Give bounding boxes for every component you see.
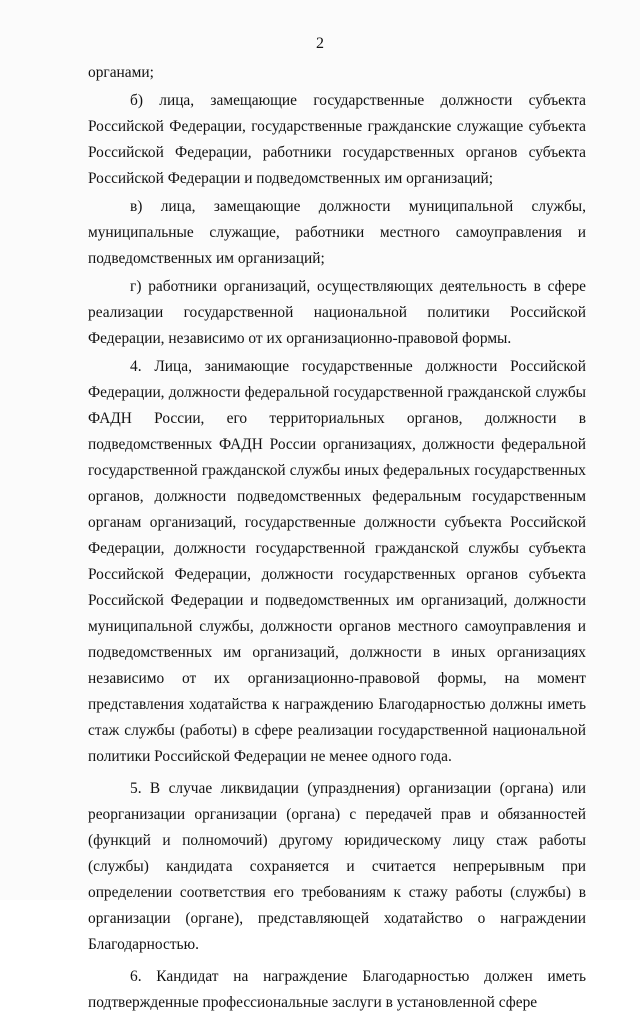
document-body <box>88 60 586 1016</box>
paragraph-item-b: б) лица, замещающие государственные должности субъекта Российской Федерации, государственные гражданские служащие субъекта Российской Федерации, работники государственных органов субъекта Российской Федерации и подведомственных им организаций; <box>88 92 586 187</box>
paragraph-continuation: органами; <box>88 64 154 81</box>
paragraph-clause-4: 4. Лица, занимающие государственные должности Российской Федерации, должности федеральной государственной гражданской службы ФАДН России, его территориальных органов, должности в подведомственных ФАДН России организациях, должности федеральной государственной гражданской службы иных федеральных государственных органов, должности подведомственных федеральным государственным органам организаций, государственные должности субъекта Российской Федерации, должности государственной гражданской службы субъекта Российской Федерации, должности государственных органов субъекта Российской Федерации и подведомственных им организаций, должности муниципальной службы, должности органов местного самоуправления и подведомственных им организаций, должности в иных организациях независимо от их организационно-правовой формы, на момент представления ходатайства к награждению Благодарностью должны иметь стаж службы (работы) в сфере реализации государственной национальной политики Российской Федерации не менее одного года. <box>88 358 586 765</box>
paragraph-clause-5: 5. В случае ликвидации (упразднения) организации (органа) или реорганизации организации (органа) с передачей прав и обязанностей (функций и полномочий) другому юридическому лицу стаж работы (службы) кандидата сохраняется и считается непрерывным при определении соответствия его требованиям к стажу работы (службы) в организации (органе), представляющей ходатайство о награждении Благодарностью. <box>88 780 586 953</box>
paragraph-item-v: в) лица, замещающие должности муниципальной службы, муниципальные служащие, работники местного самоуправления и подведомственных им организаций; <box>88 198 586 267</box>
paragraph-item-g: г) работники организаций, осуществляющих деятельность в сфере реализации государственной национальной политики Российской Федерации, независимо от их организационно-правовой формы. <box>88 278 586 347</box>
page-number: 2 <box>316 35 324 52</box>
paragraph-clause-6: 6. Кандидат на награждение Благодарностью должен иметь подтвержденные профессиональные заслуги в установленной сфере <box>88 968 586 1011</box>
